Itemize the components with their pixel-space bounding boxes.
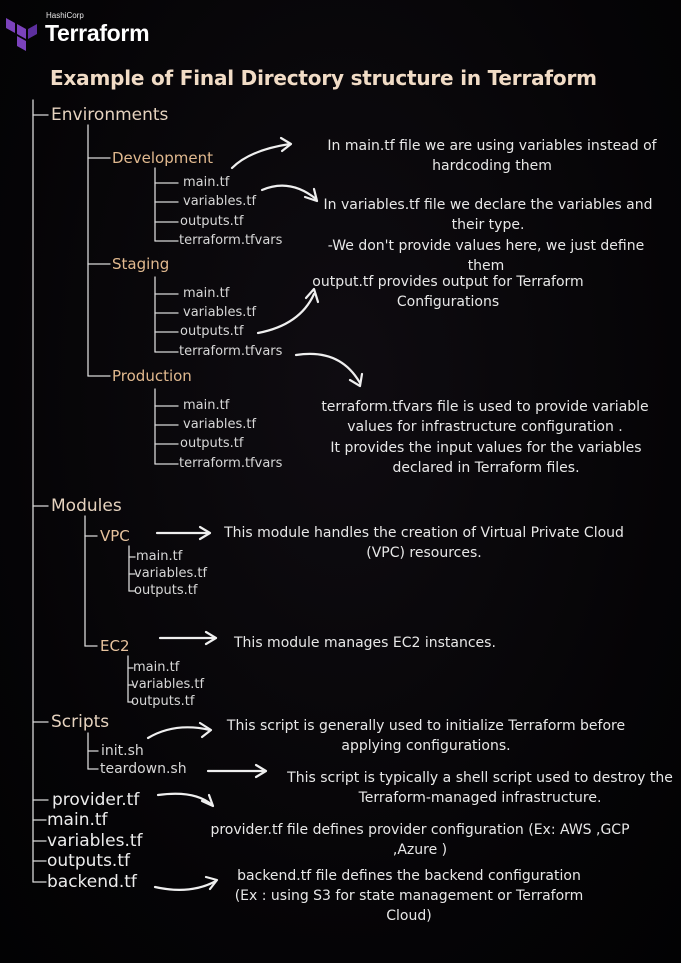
note-main-tf: In main.tf file we are using variables instead of hardcoding them — [327, 138, 657, 174]
note-tfvars-input: It provides the input values for the variables declared in Terraform files. — [330, 440, 642, 476]
brand-product: Terraform — [45, 20, 150, 46]
root-file-main: main.tf — [47, 810, 108, 830]
prod-file-outputs: outputs.tf — [180, 436, 244, 451]
root-file-outputs: outputs.tf — [47, 851, 130, 871]
note-variables-tf: In variables.tf file we declare the variables and their type. — [323, 197, 653, 233]
folder-modules: Modules — [51, 496, 122, 516]
note-init-script: This script is generally used to initialize Terraform before applying configurations. — [226, 718, 626, 754]
folder-environments: Environments — [51, 105, 169, 125]
note-backend-tf: backend.tf file defines the backend configuration (Ex : using S3 for state management or Terraform Cloud) — [234, 868, 584, 924]
folder-production: Production — [112, 367, 192, 385]
root-file-backend: backend.tf — [47, 872, 137, 892]
prod-file-main: main.tf — [183, 398, 230, 413]
folder-staging: Staging — [112, 255, 170, 273]
folder-vpc: VPC — [100, 527, 130, 545]
prod-file-variables: variables.tf — [183, 417, 257, 432]
ec2-file-variables: variables.tf — [131, 677, 205, 692]
note-output-tf: output.tf provides output for Terraform Configurations — [312, 274, 584, 310]
folder-ec2: EC2 — [100, 637, 130, 655]
note-ec2-module: This module manages EC2 instances. — [234, 635, 496, 651]
note-variables-tf-values: -We don't provide values here, we just define them — [327, 238, 645, 274]
script-teardown: teardown.sh — [100, 761, 187, 777]
note-tfvars-purpose: terraform.tfvars file is used to provide variable values for infrastructure configuration . — [321, 399, 649, 435]
note-provider-tf: provider.tf file defines provider configuration (Ex: AWS ,GCP ,Azure ) — [210, 822, 630, 858]
vpc-file-outputs: outputs.tf — [134, 583, 198, 598]
vpc-file-variables: variables.tf — [134, 566, 208, 581]
folder-development: Development — [112, 149, 213, 167]
vpc-file-main: main.tf — [136, 549, 183, 564]
ec2-file-outputs: outputs.tf — [131, 694, 195, 709]
terraform-logo-icon — [6, 18, 38, 52]
note-teardown-script: This script is typically a shell script used to destroy the Terraform-managed infrastructure. — [287, 770, 673, 806]
prod-file-tfvars: terraform.tfvars — [179, 456, 283, 471]
dev-file-outputs: outputs.tf — [180, 214, 244, 229]
dev-file-main: main.tf — [183, 175, 230, 190]
staging-file-main: main.tf — [183, 286, 230, 301]
note-vpc-module: This module handles the creation of Virtual Private Cloud (VPC) resources. — [224, 525, 624, 561]
script-init: init.sh — [101, 743, 144, 759]
root-file-provider: provider.tf — [52, 790, 140, 810]
staging-file-tfvars: terraform.tfvars — [179, 344, 283, 359]
staging-file-outputs: outputs.tf — [180, 324, 244, 339]
dev-file-variables: variables.tf — [183, 194, 257, 209]
ec2-file-main: main.tf — [133, 660, 180, 675]
page-title: Example of Final Directory structure in Terraform — [50, 66, 597, 90]
root-file-variables: variables.tf — [47, 831, 143, 851]
staging-file-variables: variables.tf — [183, 305, 257, 320]
folder-scripts: Scripts — [51, 712, 110, 732]
brand-company: HashiCorp — [46, 11, 84, 20]
dev-file-tfvars: terraform.tfvars — [179, 233, 283, 248]
